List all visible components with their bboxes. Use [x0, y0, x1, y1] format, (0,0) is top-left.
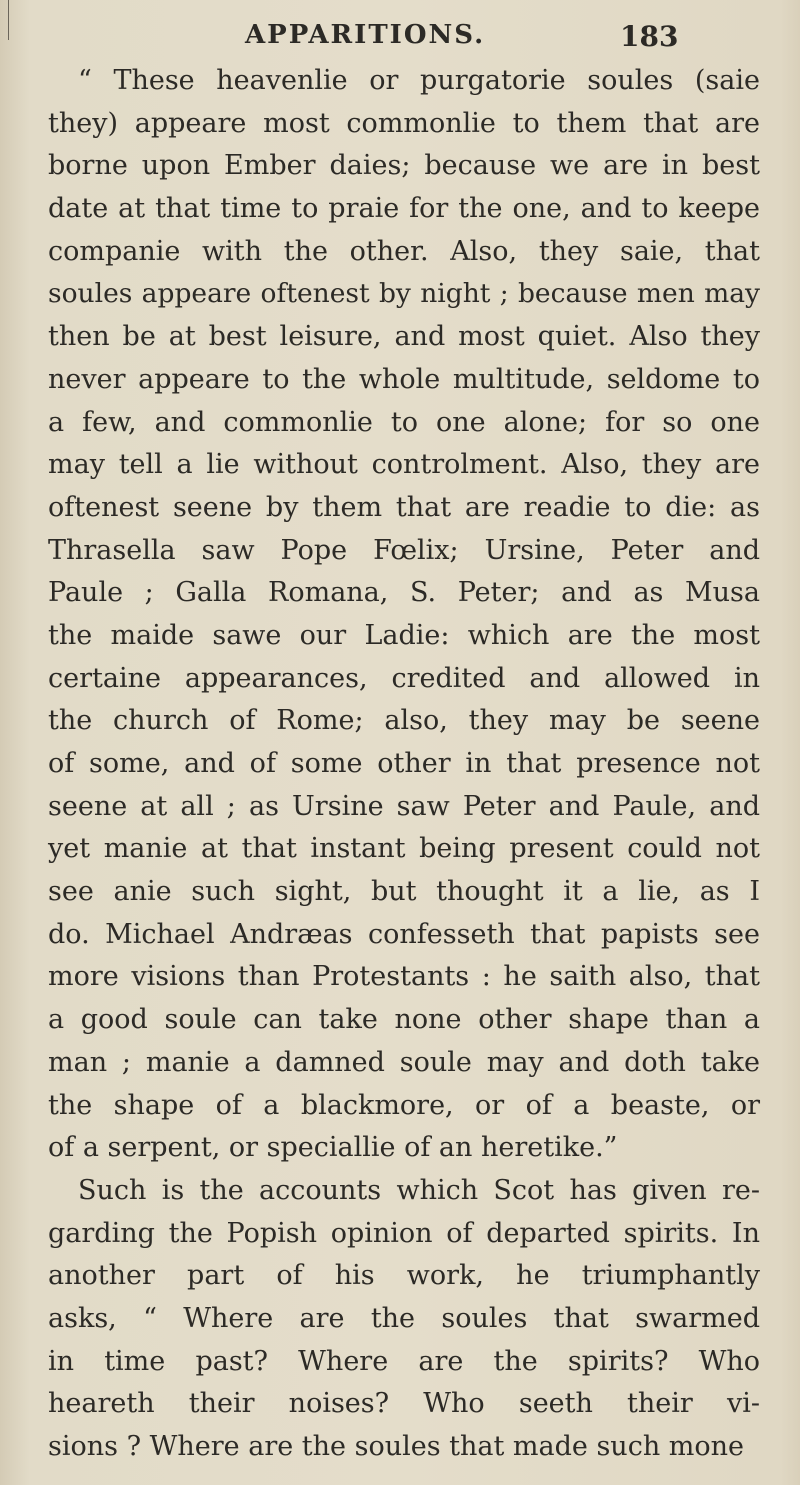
text-line: asks, “ Where are the soules that swarmed: [48, 1302, 760, 1334]
text-line: garding the Popish opinion of departed spirits. In: [48, 1217, 760, 1249]
text-line: man ; manie a damned soule may and doth take: [48, 1046, 760, 1078]
text-line: heareth their noises? Who seeth their vi-: [48, 1388, 760, 1420]
text-line: never appeare to the whole multitude, seldome to: [48, 363, 760, 395]
text-line: sions ? Where are the soules that made such mone: [48, 1431, 745, 1462]
page-number: 183: [620, 20, 679, 53]
text-line: Such is the accounts which Scot has given re-: [78, 1174, 760, 1206]
text-line: of a serpent, or speciallie of an heretike.”: [48, 1132, 618, 1164]
text-line: Paule ; Galla Romana, S. Peter; and as Musa: [48, 577, 760, 609]
text-line: Thrasella saw Pope Fœlix; Ursine, Peter and: [48, 534, 760, 566]
text-line: the church of Rome; also, they may be seene: [48, 705, 760, 737]
text-line: may tell a lie without controlment. Also, they are: [48, 449, 760, 481]
text-line: more visions than Protestants : he saith also, that: [48, 961, 760, 993]
text-line: the maide sawe our Ladie: which are the most: [48, 619, 760, 651]
text-line: companie with the other. Also, they saie, that: [48, 235, 760, 267]
text-line: yet manie at that instant being present could not: [48, 833, 760, 865]
text-line: borne upon Ember daies; because we are in best: [48, 150, 760, 182]
running-title: APPARITIONS.: [245, 20, 486, 50]
text-line: they) appeare most commonlie to them that are: [48, 107, 760, 139]
page-header: [0, 20, 800, 60]
text-line: seene at all ; as Ursine saw Peter and Paule, and: [48, 790, 760, 822]
text-line: a good soule can take none other shape than a: [48, 1004, 760, 1036]
text-line: in time past? Where are the spirits? Who: [48, 1345, 760, 1377]
text-line: then be at best leisure, and most quiet. Also they: [48, 321, 760, 353]
text-line: soules appeare oftenest by night ; because men may: [48, 278, 760, 310]
text-line: another part of his work, he triumphantly: [48, 1260, 760, 1292]
text-line: “ These heavenlie or purgatorie soules (saie: [78, 65, 760, 96]
text-line: certaine appearances, credited and allowed in: [48, 662, 760, 694]
text-line: the shape of a blackmore, or of a beaste, or: [48, 1089, 760, 1121]
body-text: [48, 60, 760, 1469]
text-line: oftenest seene by them that are readie to die: as: [48, 491, 760, 523]
text-line: a few, and commonlie to one alone; for so one: [48, 406, 760, 438]
text-line: see anie such sight, but thought it a lie, as I: [48, 876, 760, 908]
text-line: do. Michael Andræas confesseth that papists see: [48, 918, 760, 950]
text-line: date at that time to praie for the one, and to keepe: [48, 193, 760, 225]
text-line: of some, and of some other in that presence not: [48, 748, 760, 779]
